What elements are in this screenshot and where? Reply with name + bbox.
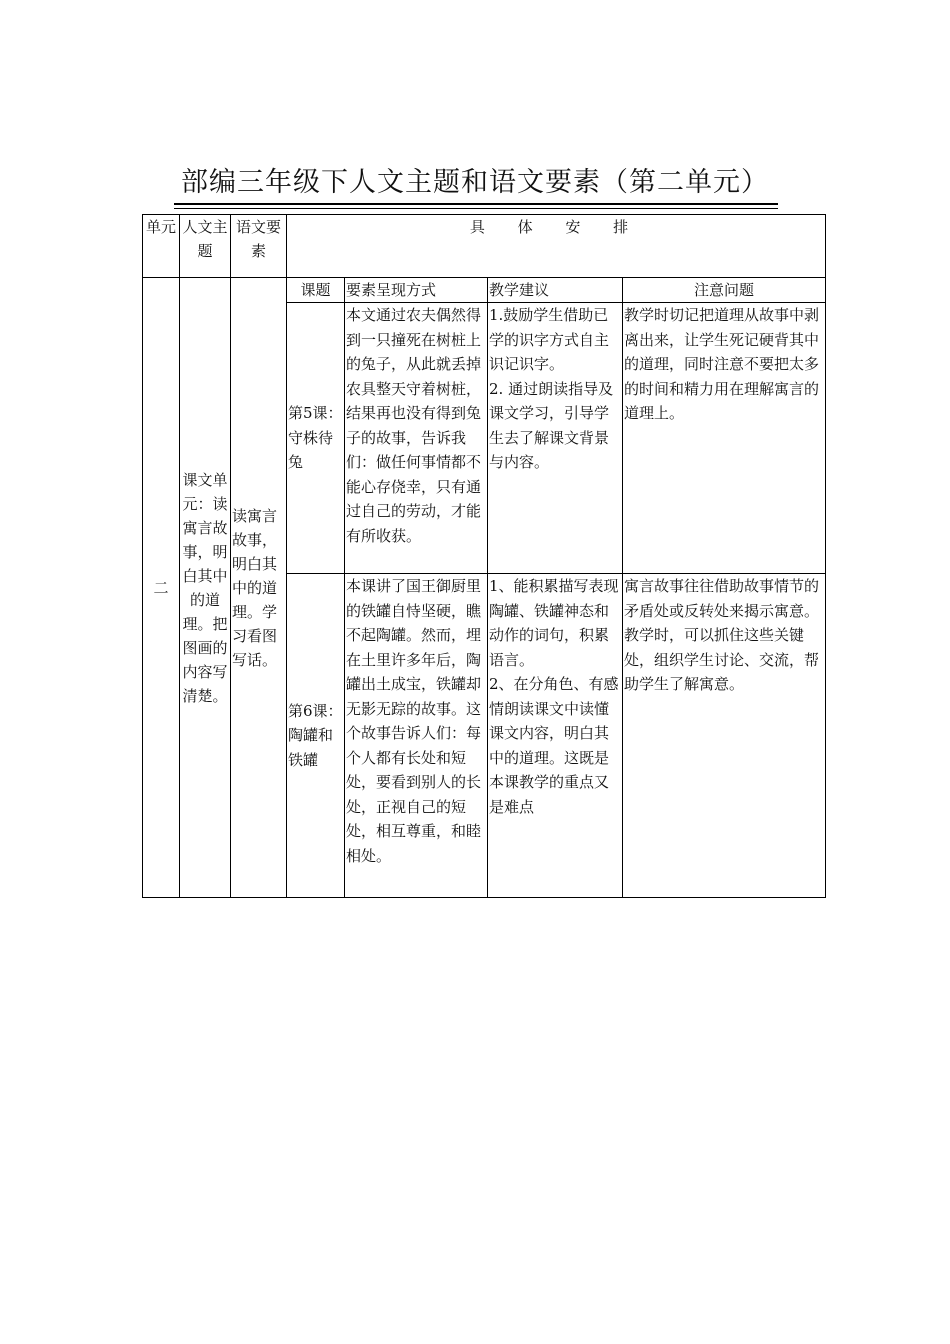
subheader-presentation: 要素呈现方式 xyxy=(345,278,488,303)
table-header-row xyxy=(143,215,826,278)
header-unit: 单元 xyxy=(143,215,180,278)
lesson-presentation: 本文通过农夫偶然得到一只撞死在树桩上的兔子，从此就丢掉农具整天守着树桩，结果再也没有得到兔子的故事，告诉我们：做任何事情都不能心存侥幸，只有通过自己的劳动，才能有所收获。 xyxy=(345,303,488,574)
lesson-attention: 寓言故事往往借助故事情节的矛盾处或反转处来揭示寓意。教学时，可以抓住这些关键处，组织学生讨论、交流，帮助学生了解寓意。 xyxy=(623,574,826,898)
header-chinese-element: 语文要素 xyxy=(231,215,287,278)
lesson-title: 第5课：守株待兔 xyxy=(287,303,345,574)
subheader-suggestion: 教学建议 xyxy=(488,278,623,303)
lesson-title: 第6课：陶罐和铁罐 xyxy=(287,574,345,898)
subheader-lesson: 课题 xyxy=(287,278,345,303)
unit-number: 二 xyxy=(143,278,180,898)
lesson-attention: 教学时切记把道理从故事中剥离出来，让学生死记硬背其中的道理，同时注意不要把太多的时间和精力用在理解寓言的道理上。 xyxy=(623,303,826,574)
lesson-suggestion: 1.鼓励学生借助已学的识字方式自主识记识字。 2. 通过朗读指导及课文学习，引导学生去了解课文背景与内容。 xyxy=(488,303,623,574)
lesson-suggestion: 1、能积累描写表现陶罐、铁罐神态和动作的词句，积累语言。 2、在分角色、有感情朗读课文中读懂课文内容，明白其中的道理。这既是本课教学的重点又是难点 xyxy=(488,574,623,898)
unit-theme: 课文单元：读寓言故事，明白其中的道理。把图画的内容写清楚。 xyxy=(180,278,231,898)
unit-plan-table xyxy=(142,214,826,898)
header-humanities: 人文主题 xyxy=(180,215,231,278)
unit-element: 读寓言故事，明白其中的道理。学习看图写话。 xyxy=(231,278,287,898)
header-arrangement: 具 体 安 排 xyxy=(287,215,826,278)
lesson-presentation: 本课讲了国王御厨里的铁罐自恃坚硬，瞧不起陶罐。然而，埋在土里许多年后，陶罐出土成宝，铁罐却无影无踪的故事。这个故事告诉人们：每个人都有长处和短处，要看到别人的长处，正视自己的短处，相互尊重，和睦相处。 xyxy=(345,574,488,898)
subheader-attention: 注意问题 xyxy=(623,278,826,303)
page-title: 部编三年级下人文主题和语文要素（第二单元） xyxy=(181,167,769,198)
table-subheader-row xyxy=(143,278,826,303)
title-underline-thin xyxy=(174,208,778,209)
title-underline xyxy=(174,203,778,205)
